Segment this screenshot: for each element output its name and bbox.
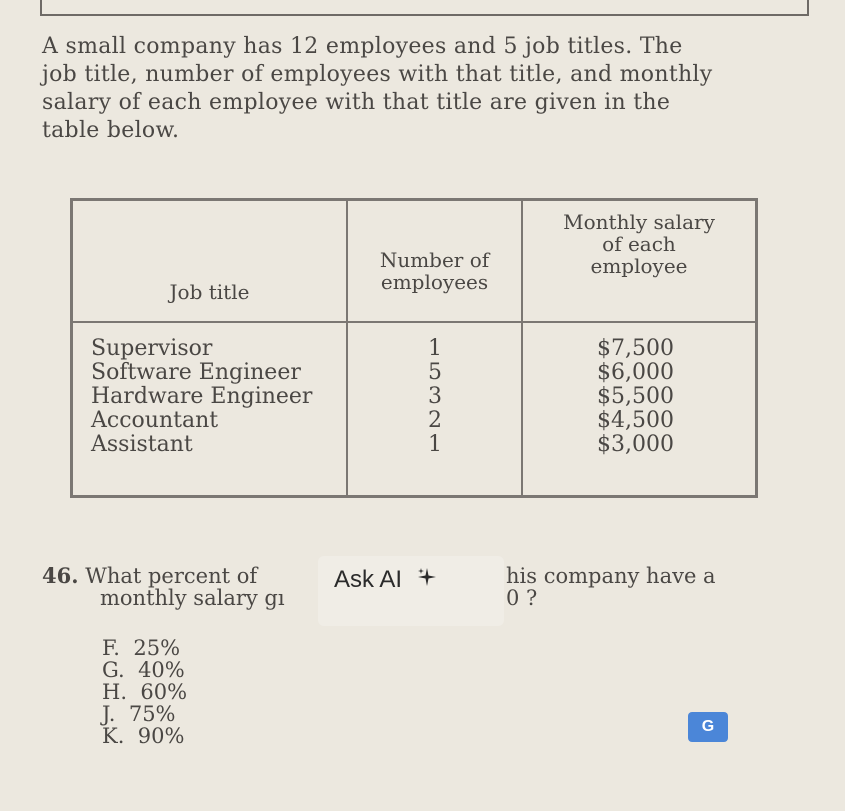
choice-k[interactable]: K. 90%: [102, 724, 185, 748]
employee-count-column: [346, 323, 521, 495]
table-cell-title: Hardware Engineer: [91, 384, 313, 409]
table-cell-count: 2: [428, 408, 442, 433]
employee-table: [70, 198, 758, 498]
choice-f[interactable]: F. 25%: [102, 636, 181, 660]
intro-line: A small company has 12 employees and 5 job titles. The: [42, 34, 683, 59]
table-cell-title: Supervisor: [91, 336, 213, 361]
question-text-left-2: monthly salary gı: [100, 586, 285, 610]
question-text-right: his company have a: [506, 564, 716, 588]
table-cell-count: 1: [428, 432, 442, 457]
question-number: 46.: [42, 563, 79, 588]
table-cell-count: 5: [428, 360, 442, 385]
ask-ai-label: Ask AI: [334, 566, 403, 593]
answer-choices: [102, 637, 187, 747]
intro-line: table below.: [42, 118, 180, 143]
choice-j[interactable]: J. 75%: [102, 702, 176, 726]
choice-h[interactable]: H. 60%: [102, 680, 188, 704]
table-cell-salary: $5,500: [597, 384, 674, 409]
question-text-right-2: 0 ?: [506, 586, 538, 610]
table-cell-salary: $6,000: [597, 360, 674, 385]
intro-line: salary of each employee with that title are given in the: [42, 90, 671, 115]
table-cell-title: Software Engineer: [91, 360, 301, 385]
header-monthly-salary: Monthly salary of each employee: [521, 201, 755, 321]
ask-ai-button[interactable]: [318, 556, 504, 626]
header-job-title: Job title: [169, 280, 250, 304]
sparkle-icon: [417, 567, 437, 593]
header-number-of-employees: Number of employees: [346, 201, 521, 321]
badge-label: G: [701, 718, 715, 735]
salary-column: [521, 323, 755, 495]
choice-g[interactable]: G. 40%: [102, 658, 185, 682]
google-translate-icon[interactable]: [688, 712, 728, 742]
intro-paragraph: [42, 33, 797, 145]
table-cell-salary: $3,000: [597, 432, 674, 457]
top-box-border: [40, 0, 809, 16]
table-cell-title: Accountant: [91, 408, 219, 433]
question-text-left: What percent of: [85, 564, 258, 588]
job-title-column: [73, 323, 346, 495]
table-cell-salary: $7,500: [597, 336, 674, 361]
intro-line: job title, number of employees with that title, and monthly: [42, 62, 713, 87]
table-cell-title: Assistant: [91, 432, 193, 457]
table-cell-count: 3: [428, 384, 442, 409]
table-cell-count: 1: [428, 336, 442, 361]
table-cell-salary: $4,500: [597, 408, 674, 433]
